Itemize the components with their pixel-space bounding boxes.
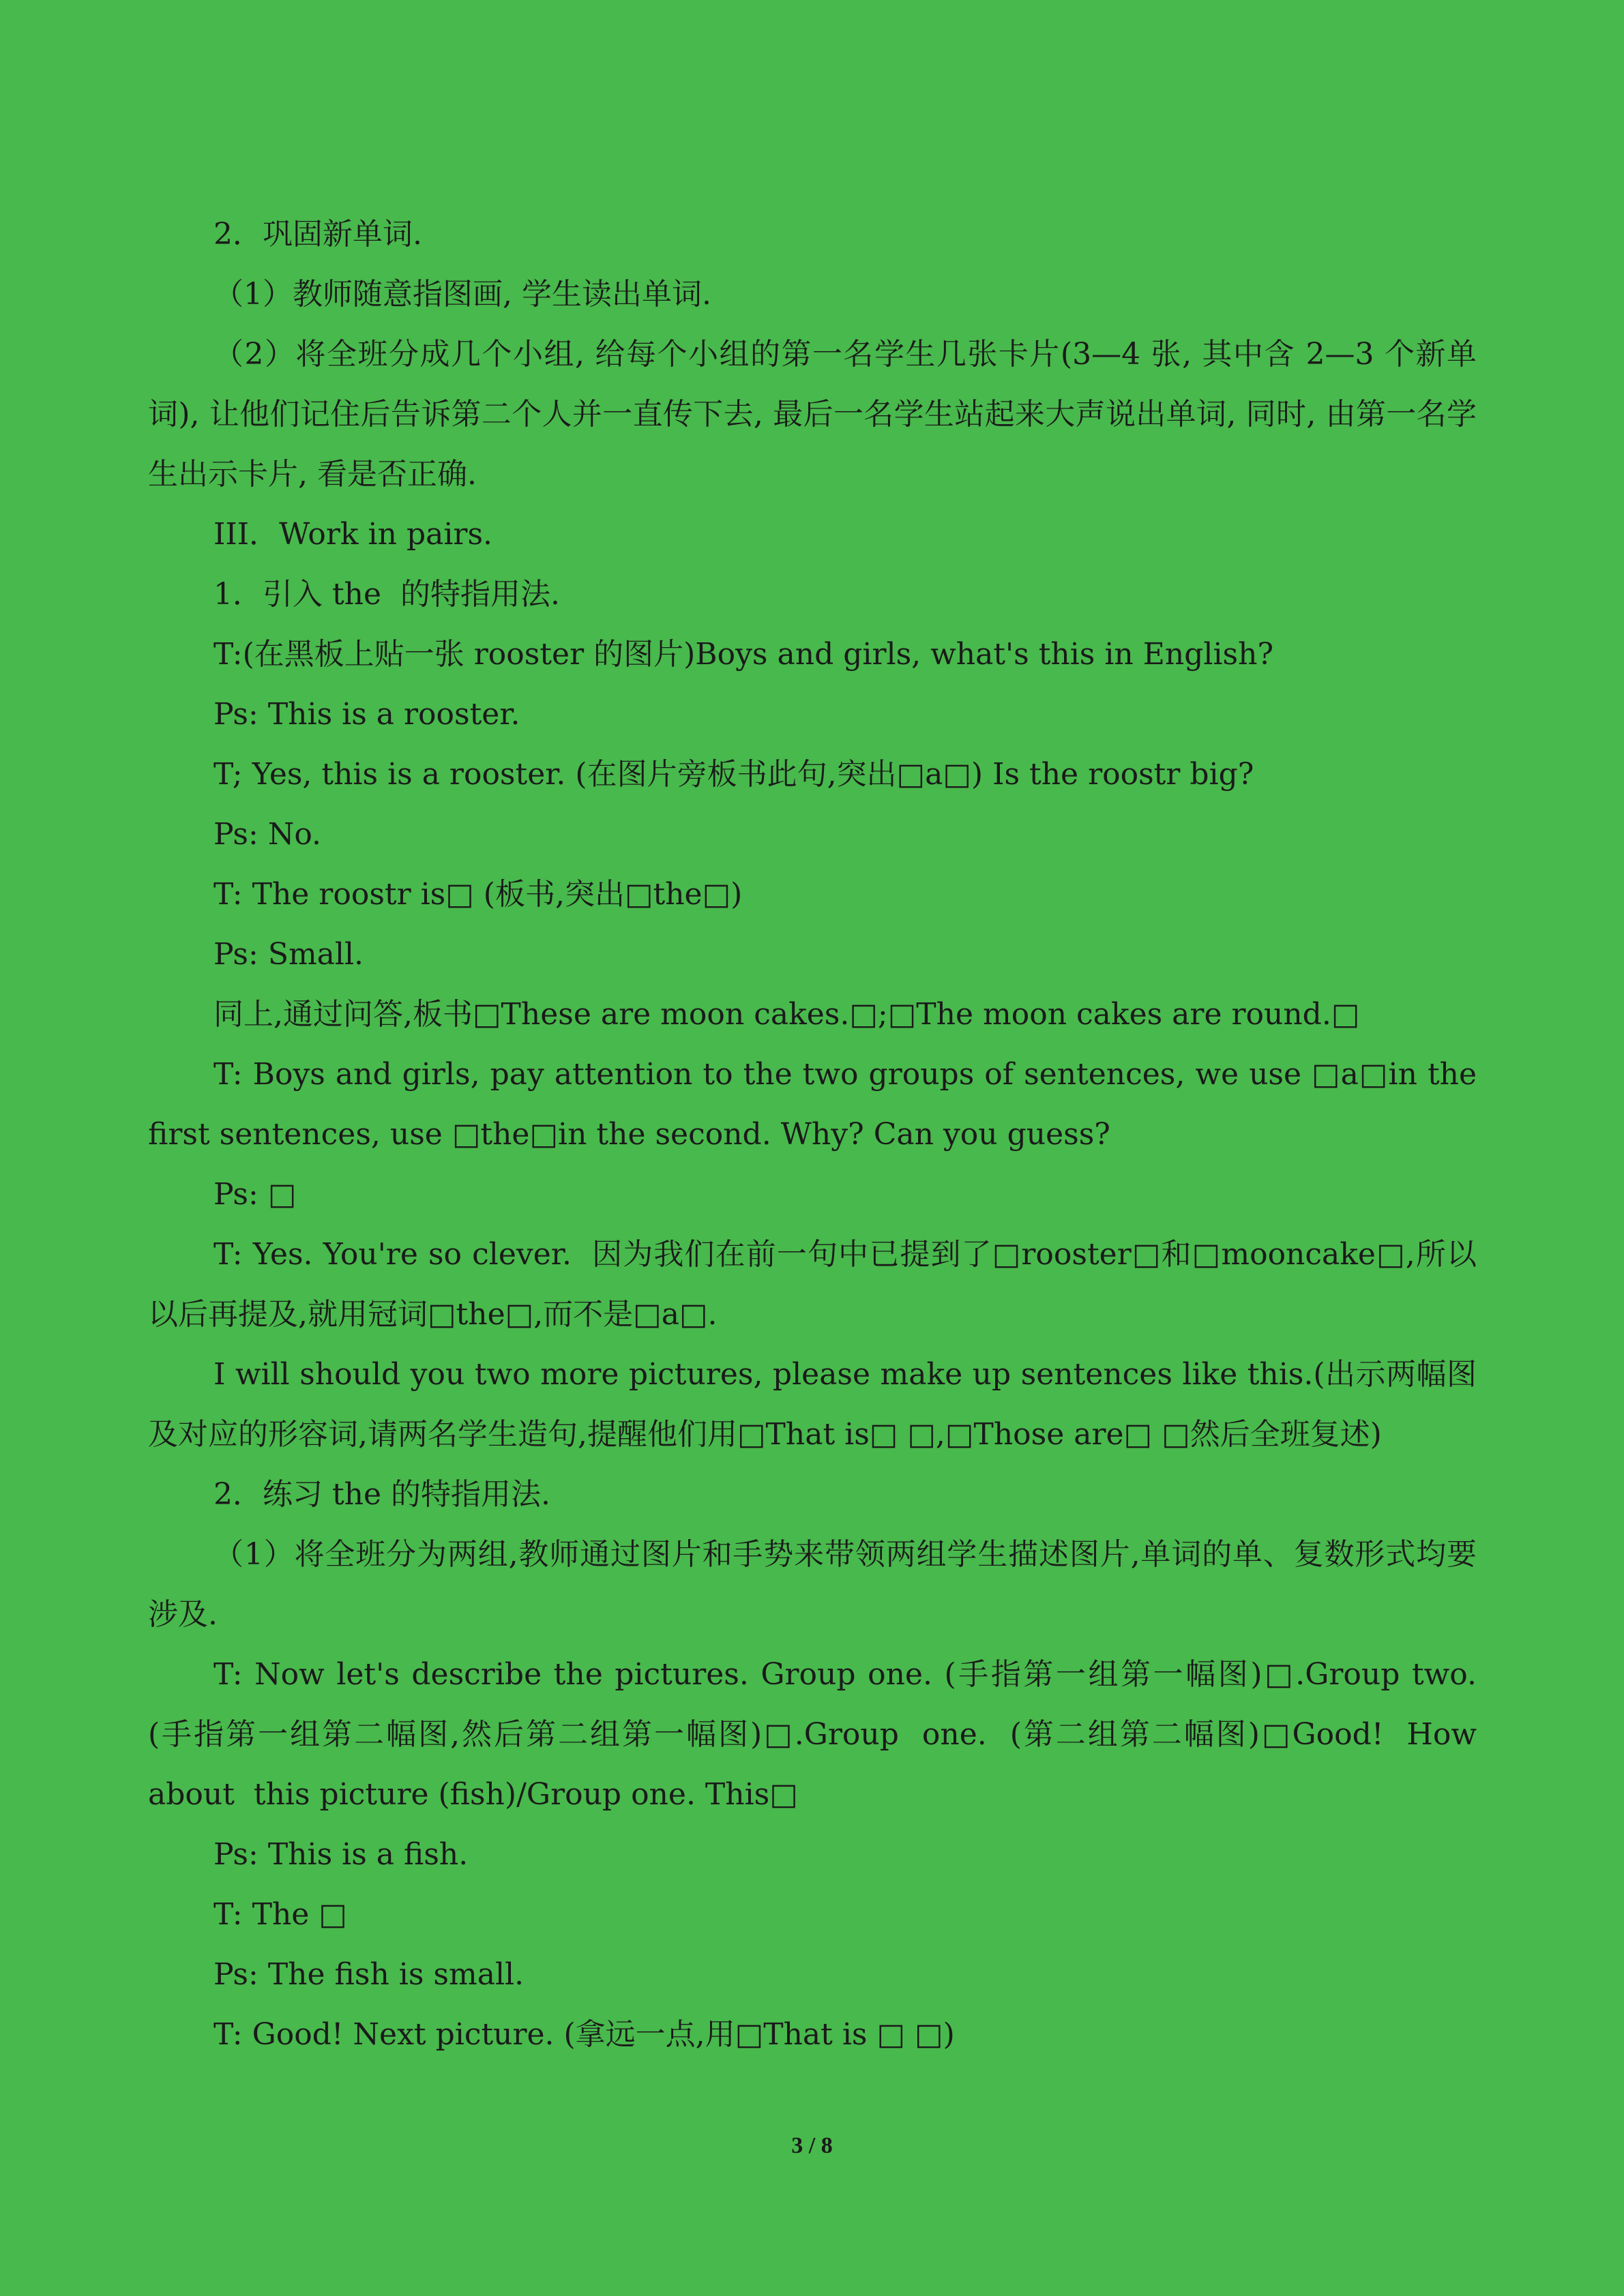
paragraph: 1．引入 the 的特指用法. <box>213 577 560 612</box>
paragraph: （2）将全班分成几个小组, 给每个小组的第一名学生几张卡片(3—4 张, 其中含 2—3 个新单词), 让他们记住后告诉第二个人并一直传下去, 最后一名学生站起来大声说出单词, 同时, 由第一名学生出示卡片, 看是否正确. <box>148 337 1477 492</box>
dialogue-line: T:(在黑板上贴一张 rooster 的图片)Boys and girls, what's this in English? <box>213 637 1274 672</box>
dialogue-line: Ps: The fish is small. <box>213 1957 525 1992</box>
page-number: 3 / 8 <box>791 2133 833 2158</box>
dialogue-line: T; Yes, this is a rooster. (在图片旁板书此句,突出□a□) Is the roostr big? <box>213 757 1254 792</box>
dialogue-line: T: Good! Next picture. (拿远一点,用□That is □ □) <box>213 2017 955 2052</box>
dialogue-line: T: The roostr is□ (板书,突出□the□) <box>213 877 743 912</box>
paragraph: 2．巩固新单词. <box>213 217 422 252</box>
document-body <box>148 205 1496 2065</box>
dialogue-line: Ps: □ <box>213 1177 297 1212</box>
section-heading: III．Work in pairs. <box>213 517 493 552</box>
dialogue-line: Ps: This is a rooster. <box>213 697 520 732</box>
paragraph: 2．练习 the 的特指用法. <box>213 1477 551 1512</box>
dialogue-line: Ps: Small. <box>213 937 364 972</box>
paragraph: （1）将全班分为两组,教师通过图片和手势来带领两组学生描述图片,单词的单、复数形式均要涉及. <box>148 1537 1477 1632</box>
dialogue-line: T: Yes. You're so clever. 因为我们在前一句中已提到了□rooster□和□mooncake□,所以以后再提及,就用冠词□the□,而不是□a□. <box>148 1237 1477 1332</box>
paragraph: I will should you two more pictures, please make up sentences like this.(出示两幅图及对应的形容词,请两名学生造句,提醒他们用□That is□ □,□Those are□ □然后全班复述) <box>148 1357 1477 1452</box>
dialogue-line: Ps: No. <box>213 817 322 852</box>
dialogue-line: Ps: This is a fish. <box>213 1837 469 1872</box>
dialogue-line: T: Boys and girls, pay attention to the two groups of sentences, we use □a□in the first sentences, use □the□in the second. Why? Can you guess? <box>148 1057 1486 1152</box>
paragraph: （1）教师随意指图画, 学生读出单词. <box>213 277 711 312</box>
dialogue-line: T: The □ <box>213 1897 347 1932</box>
dialogue-line: T: Now let's describe the pictures. Group one. (手指第一组第一幅图)□.Group two. (手指第一组第二幅图,然后第二组第一幅图)□.Group one. (第二组第二幅图)□Good! How about this picture (fish)/Group one. This□ <box>148 1657 1496 1812</box>
paragraph: 同上,通过问答,板书□These are moon cakes.□;□The moon cakes are round.□ <box>213 997 1360 1032</box>
